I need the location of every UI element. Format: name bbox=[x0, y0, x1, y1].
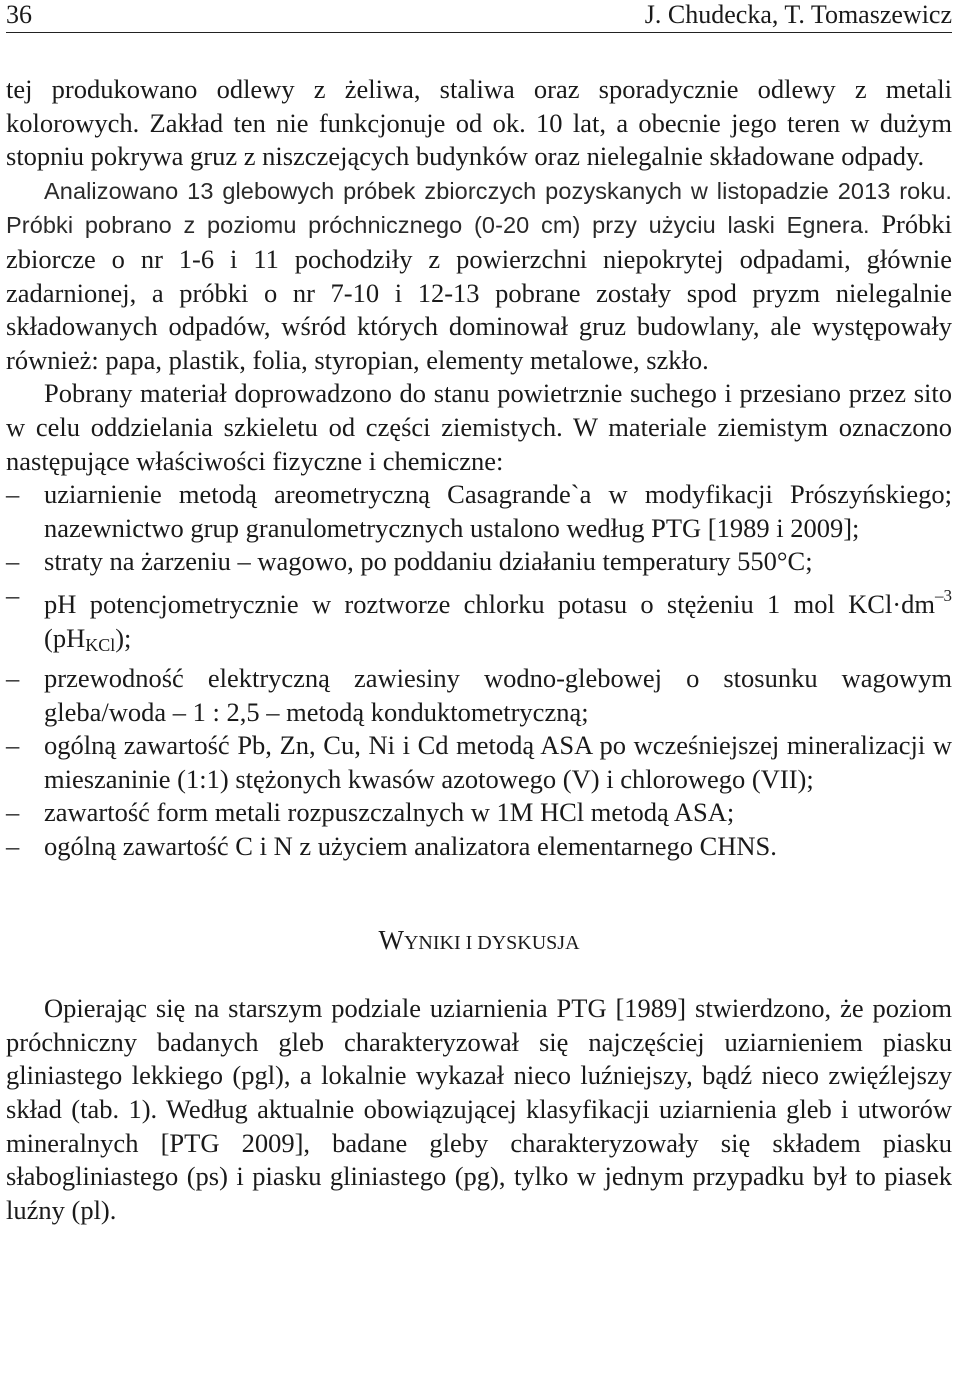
section-heading bbox=[6, 924, 952, 961]
list-item-text: straty na żarzeniu – wagowo, po poddaniu działaniu temperatury 550°C; bbox=[44, 546, 813, 577]
list-item-text: ogólną zawartość Pb, Zn, Cu, Ni i Cd metodą ASA po wcześniejszej mineralizacji w mieszaninie (1:1) stężonych kwasów azotowego (V) i chlorowego (VII); bbox=[44, 730, 952, 794]
list-item-text: zawartość form metali rozpuszczalnych w 1M HCl metodą ASA; bbox=[44, 797, 735, 828]
list-item-text bbox=[44, 585, 952, 655]
list-dash: – bbox=[6, 579, 20, 610]
methods-list bbox=[6, 478, 952, 864]
list-item bbox=[6, 830, 952, 864]
list-dash: – bbox=[6, 546, 20, 577]
list-item bbox=[6, 662, 952, 729]
section-heading-rest: YNIKI I DYSKUSJA bbox=[403, 931, 580, 954]
subscript: KCl bbox=[85, 634, 116, 655]
list-item bbox=[6, 729, 952, 796]
paragraph-sampling-serif: Próbki zbiorcze o nr 1-6 i 11 pochodziły z powierzchni niepokrytej odpadami, głównie zadarnionej, a próbki o nr 7-10 i 12-13 pobrane zostały spod pryzm nielegalnie składowanych odpadów, wśród których dominował gruz budowlany, ale występowały również: papa, plastik, folia, styropian, elementy metalowe, szkło. bbox=[6, 209, 952, 375]
list-item bbox=[6, 478, 952, 545]
paragraph-sampling bbox=[6, 174, 952, 378]
exponent: –3 bbox=[935, 585, 952, 605]
paragraph-methods-intro: Pobrany materiał doprowadzono do stanu powietrznie suchego i przesiano przez sito w celu oddzielania szkieletu od części ziemistych. W materiale ziemistym oznaczono następujące właściwości fizyczne i chemiczne: bbox=[6, 378, 952, 476]
paragraph-results: Opierając się na starszym podziale uziarnienia PTG [1989] stwierdzono, że poziom próchniczny badanych gleb charakteryzował się najczęściej uziarnieniem piasku gliniastego lekkiego (pgl), a lokalnie wykazał nieco luźniejszy, bądź nieco zwięźlejszy skład (tab. 1). Według aktualnie obowiązującej klasyfikacji uziarnienia gleb i utworów mineralnych [PTG 2009], badane gleby charakteryzowały się składem piasku słabogliniastego (ps) i piasku gliniastego (pg), tylko w jednym przypadku był to piasek luźny (pl). bbox=[6, 993, 952, 1225]
page-number: 36 bbox=[6, 0, 32, 29]
list-item-text: uziarnienie metodą areometryczną Casagrande`a w modyfikacji Prószyńskiego; nazewnictwo grup granulometrycznych ustalono według PTG [1989 i 2009]; bbox=[44, 479, 952, 543]
list-item bbox=[6, 796, 952, 830]
list-dash: – bbox=[6, 663, 20, 694]
list-dash: – bbox=[6, 831, 20, 862]
list-item-text: przewodność elektryczną zawiesiny wodno-glebowej o stosunku wagowym gleba/woda – 1 : 2,5 – metodą konduktometryczną; bbox=[44, 663, 952, 727]
section-heading-initial: W bbox=[378, 924, 404, 955]
ph-text-mid: (pH bbox=[44, 622, 86, 653]
running-head-authors: J. Chudecka, T. Tomaszewicz bbox=[644, 0, 952, 29]
list-dash: – bbox=[6, 797, 20, 828]
body-text bbox=[6, 73, 952, 1227]
list-item bbox=[6, 545, 952, 579]
list-item bbox=[6, 579, 952, 662]
running-head bbox=[6, 0, 952, 33]
paragraph-site-description: tej produkowano odlewy z żeliwa, staliwa oraz sporadycznie odlewy z metali kolorowych. Zakład ten nie funkcjonuje od ok. 10 lat, a obecnie jego teren w dużym stopniu pokrywa gruz z niszczejących budynków oraz nielegalnie składowane odpady. bbox=[6, 74, 952, 172]
list-dash: – bbox=[6, 479, 20, 510]
ph-text: pH potencjometrycznie w roztworze chlorku potasu o stężeniu 1 mol KCl·dm bbox=[44, 588, 935, 619]
list-item-text: ogólną zawartość C i N z użyciem analizatora elementarnego CHNS. bbox=[44, 831, 777, 862]
ph-text-end: ); bbox=[115, 622, 132, 653]
paragraph-sampling-sans: Analizowano 13 glebowych próbek zbiorczych pozyskanych w listopadzie 2013 roku. Próbki pobrano z poziomu próchnicznego (0-20 cm) przy użyciu laski Egnera. bbox=[6, 177, 952, 239]
list-dash: – bbox=[6, 730, 20, 761]
